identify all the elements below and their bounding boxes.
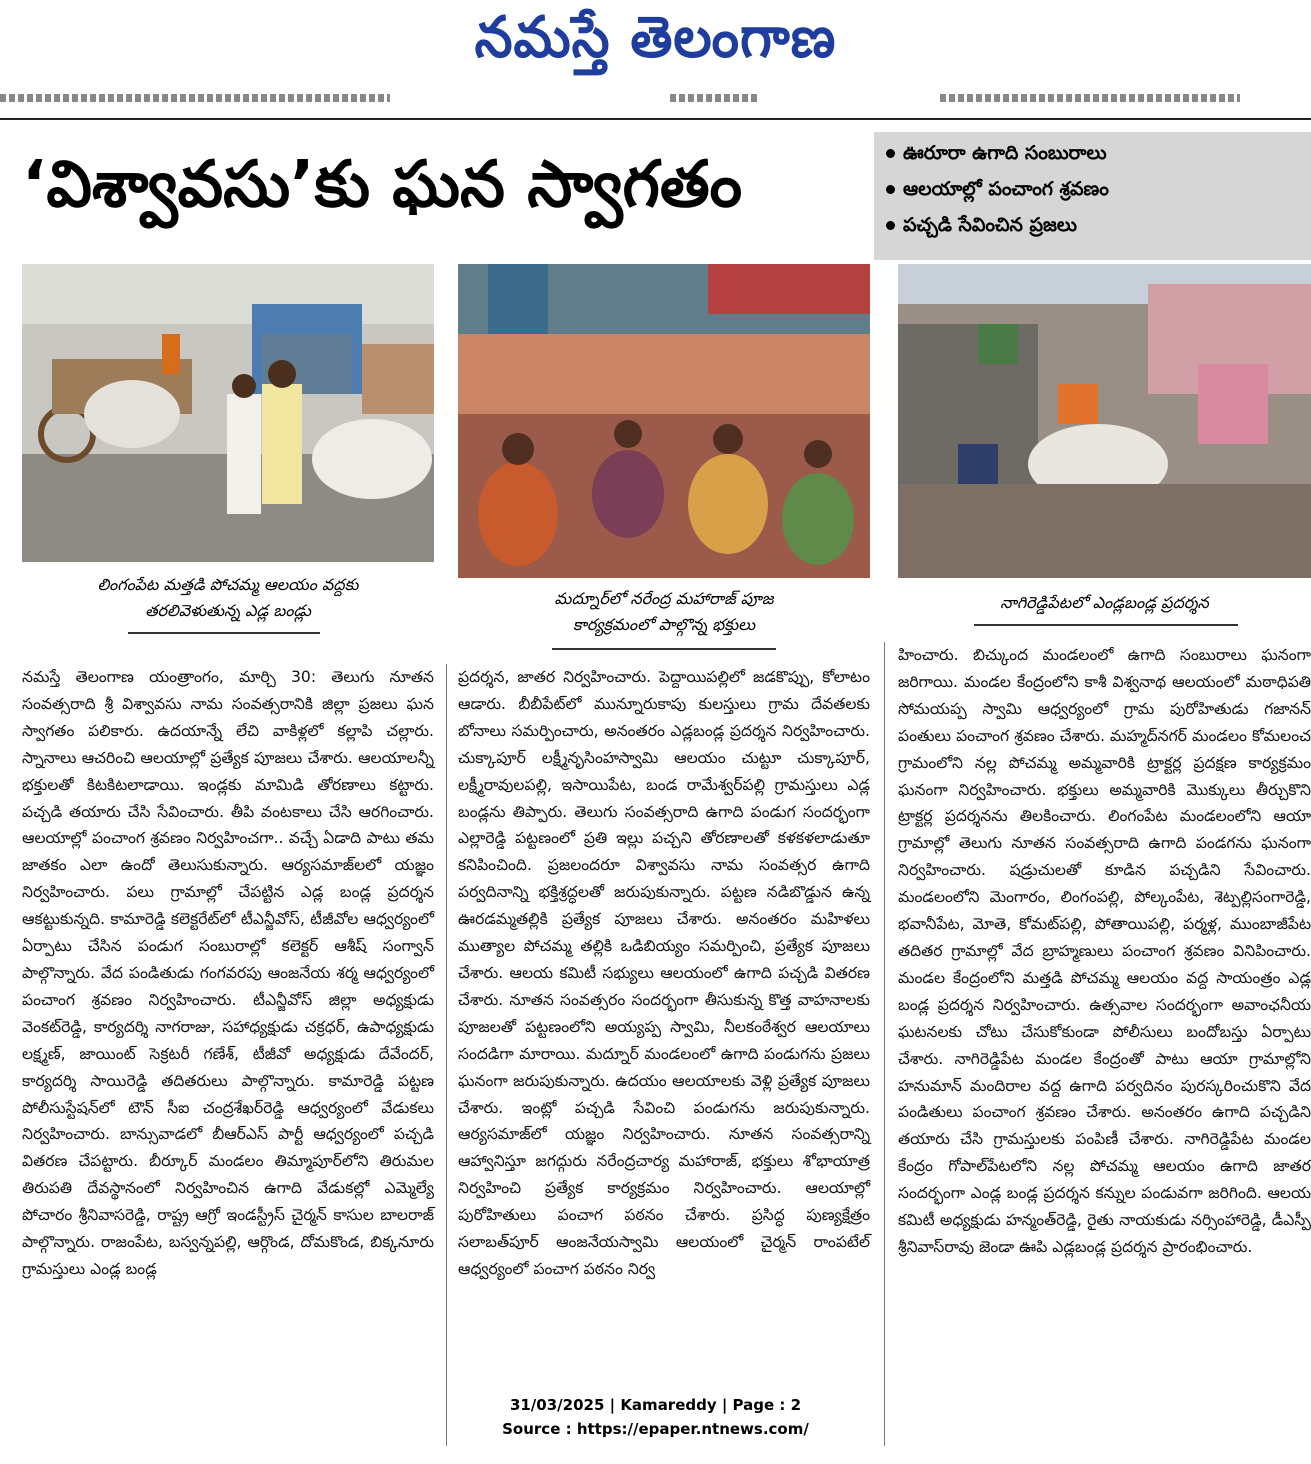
column-divider bbox=[884, 642, 885, 1446]
ticker-text-blur bbox=[670, 94, 760, 102]
article-column-1: నమస్తే తెలంగాణ యంత్రాంగం, మార్చి 30: తెలుగు నూతన సంవత్సరాది శ్రీ విశ్వావసు నామ సంవత్సరానికి జిల్లా ప్రజలు ఘన స్వాగతం పలికారు. ఉదయాన్నే లేచి వాకిళ్లలో కల్లాపి చల్లారు. స్నానాలు ఆచరించి ఆలయాల్లో ప్రత్యేక పూజలు చేశారు. ఆలయాలన్నీ భక్తులతో కిటకిటలాడాయి. ఇండ్లకు మామిడి తోరణాలు కట్టారు. పచ్చడి తయారు చేసి సేవించారు. తీపి వంటకాలు చేసి ఆరగించారు. ఆలయాల్లో పంచాంగ శ్రవణం నిర్వహించగా.. వచ్చే ఏడాది పాటు తమ జాతకం ఎలా ఉందో తెలుసుకున్నారు. ఆర్యసమాజ్‌లలో యజ్ఞం నిర్వహించారు. పలు గ్రామాల్లో చేపట్టిన ఎడ్ల బండ్ల ప్రదర్శన ఆకట్టుకున్నది. కామారెడ్డి కలెక్టరేట్‌లో టీఎన్జీవోస్, టీజీవోల ఆధ్వర్యంలో ఏర్పాటు చేసిన పండుగ సంబురాల్లో కలెక్టర్ ఆశీష్ సంగ్వాన్ పాల్గొన్నారు. వేద పండితుడు గంగవరపు ఆంజనేయ శర్మ ఆధ్వర్యంలో పంచాంగ శ్రవణం నిర్వహించారు. టీఎన్జీవోస్ జిల్లా అధ్యక్షుడు వెంకట్‌రెడ్డి, కార్యదర్శి నాగరాజు, సహాధ్యక్షుడు చక్రధర్, ఉపాధ్యక్షుడు లక్ష్మణ్, జాయింట్ సెక్రటరీ గణేశ్, టీజీవో అధ్యక్షుడు దేవేందర్, కార్యదర్శి సాయిరెడ్డి తదితరులు పాల్గొన్నారు. కామారెడ్డి పట్టణ పోలీసుస్టేషన్‌లో టౌన్ సీఐ చంద్రశేఖర్‌రెడ్డి ఆధ్వర్యంలో వేడుకలు నిర్వహించారు. బాన్సువాడలో బీఆర్‌ఎస్ పార్టీ ఆధ్వర్యంలో పచ్చడి వితరణ చేపట్టారు. బీర్కూర్ మండలం తిమ్మాపూర్‌లోని తిరుమల తిరుపతి దేవస్థానంలో నిర్వహించిన ఉగాది వేడుకల్లో ఎమ్మెల్యే పోచారం శ్రీనివాసరెడ్డి, రాష్ట్ర ఆగ్రో ఇండస్ట్రీస్ చైర్మన్ కాసుల బాలరాజ్ పాల్గొన్నారు. రాజంపేట, బస్వన్నపల్లి, ఆర్గొండ, దోమకొండ, బిక్కనూరు గ్రామస్తులు ఎండ్ల బండ్ల bbox=[22, 668, 434, 1278]
masthead bbox=[0, 0, 1311, 80]
ticker-text-blur bbox=[0, 94, 390, 102]
ticker-strip bbox=[0, 84, 1311, 120]
caption-divider bbox=[128, 632, 320, 634]
photo-caption: నాగిరెడ్డిపేటలో ఎండ్లబండ్ల ప్రదర్శన bbox=[1000, 593, 1209, 612]
crowd-photo bbox=[458, 264, 870, 578]
newspaper-title: నమస్తే తెలంగాణ bbox=[474, 4, 837, 71]
photo-caption: మద్నూర్‌లో నరేంద్ర మహారాజ్ పూజ కార్యక్రమంలో పాల్గొన్న భక్తులు bbox=[554, 589, 774, 634]
ticker-text-blur bbox=[940, 94, 1240, 102]
caption-divider bbox=[974, 624, 1238, 626]
bullet-icon bbox=[886, 149, 895, 158]
bullet-icon bbox=[886, 185, 895, 194]
highlight-item: పచ్చడి సేవించిన ప్రజలు bbox=[886, 214, 1077, 241]
footer-date-line: 31/03/2025 | Kamareddy | Page : 2 bbox=[509, 1396, 802, 1414]
highlight-item: ఆలయాల్లో పంచాంగ శ్రవణం bbox=[886, 178, 1109, 205]
highlights-box bbox=[874, 132, 1311, 260]
caption-divider bbox=[552, 648, 776, 650]
photo-caption: లింగంపేట మత్తడి పోచమ్మ ఆలయం వద్దకు తరలివెళుతున్న ఎడ్ల బండ్లు bbox=[97, 575, 359, 620]
bullet-icon bbox=[886, 221, 895, 230]
footer-source-link[interactable]: Source : https://epaper.ntnews.com/ bbox=[502, 1420, 809, 1438]
highlight-item: ఊరూరా ఉగాది సంబురాలు bbox=[886, 142, 1107, 169]
headline: ‘విశ్వావసు’కు ఘన స్వాగతం bbox=[22, 148, 743, 222]
column-divider bbox=[446, 664, 447, 1446]
article-column-3: హించారు. బిచ్కుంద మండలంలో ఉగాది సంబురాలు ఘనంగా జరిగాయి. మండల కేంద్రంలోని కాశీ విశ్వనాథ ఆలయంలో మఠాధిపతి సోమయప్ప స్వామి ఆధ్వర్యంలో గ్రామ పురోహితుడు గజానన్ పంతులు పంచాంగ శ్రవణం చేశారు. మహ్మద్‌నగర్ మండలం కోమలంచ గ్రామంలోని నల్ల పోచమ్మ అమ్మవారికి ట్రాక్టర్ల ప్రదక్షణ కార్యక్రమం ఘనంగా నిర్వహించారు. భక్తులు అమ్మవారికి మొక్కులు తీర్చుకొని ట్రాక్టర్ల ప్రదర్శనను తిలకించారు. లింగంపేట మండలంలోని ఆయా గ్రామాల్లో తెలుగు నూతన సంవత్సరాది ఉగాది పండగను ఘనంగా నిర్వహించారు. షడ్రుచులతో కూడిన పచ్చడిని సేవించారు. మండలంలోని మెంగారం, లింగంపల్లి, పోల్కంపేట, శెట్పల్లిసంగారెడ్డి, భవానీపేట, మోతె, కోమట్‌పల్లి, పోతాయిపల్లి, పర్మళ్ల, ముంబాజీపేట తదితర గ్రామాల్లో వేద బ్రాహ్మణులు పంచాంగ శ్రవణం వినిపించారు. మండల కేంద్రంలోని మత్తడి పోచమ్మ ఆలయం వద్ద సాయంత్రం ఎడ్ల బండ్ల ప్రదర్శన నిర్వహించారు. ఉత్సవాల సందర్భంగా అవాంఛనీయ ఘటనలకు చోటు చేసుకోకుండా పోలీసులు బందోబస్తు ఏర్పాటు చేశారు. నాగిరెడ్డిపేట మండల కేంద్రంతో పాటు ఆయా గ్రామాల్లోని హనుమాన్ మందిరాల వద్ద ఉగాది పర్వదినం పురస్కరించుకొని వేద పండితులు పంచాంగ శ్రవణం చేశారు. అనంతరం ఉగాది పచ్చడిని తయారు చేసి గ్రామస్తులకు పంపిణీ చేశారు. నాగిరెడ్డిపేట మండల కేంద్రం గోపాల్‌పేటలోని నల్ల పోచమ్మ ఆలయం ఉగాది జాతర సందర్భంగా ఎండ్ల బండ్ల ప్రదర్శన కన్నుల పండువగా జరిగింది. ఆలయ కమిటీ అధ్యక్షుడు హన్మంత్‌రెడ్డి, రైతు నాయకుడు నర్సింహారెడ్డి, డీఎస్పీ శ్రీనివాస్‌రావు జెండా ఊపి ఎడ్లబండ్ల ప్రదర్శన ప్రారంభించారు. bbox=[898, 646, 1311, 1256]
procession-photo bbox=[898, 264, 1311, 578]
article-column-2: ప్రదర్శన, జాతర నిర్వహించారు. పెద్దాయిపల్లిలో జడకొప్పు, కోలాటం ఆడారు. బీబీపేట్‌లో మున్నూరుకాపు కులస్తులు గ్రామ దేవతలకు బోనాలు సమర్పించారు, అనంతరం ఎడ్లబండ్ల ప్రదర్శన నిర్వహించారు. చుక్కాపూర్ లక్ష్మీనృసింహస్వామి ఆలయం చుట్టూ చుక్కాపూర్, లక్ష్మీరావులపల్లి, ఇసాయిపేట, బండ రామేశ్వర్‌పల్లి గ్రామస్తులు ఎడ్ల బండ్లను తిప్పారు. తెలుగు సంవత్సరాది ఉగాది పండుగ సందర్భంగా ఎల్లారెడ్డి పట్టణంలో ప్రతి ఇల్లు పచ్చని తోరణాలతో కళకళలాడుతూ కనిపించింది. ప్రజలందరూ విశ్వావసు నామ సంవత్సర ఉగాది పర్వదినాన్ని భక్తిశ్రద్ధలతో జరుపుకున్నారు. పట్టణ నడిబొడ్డున ఉన్న ఊరడమ్మతల్లికి ప్రత్యేక పూజలు చేశారు. అనంతరం మహిళలు ముత్యాల పోచమ్మ తల్లికి ఒడిబియ్యం సమర్పించి, ప్రత్యేక పూజలు చేశారు. ఆలయ కమిటీ సభ్యులు ఆలయంలో ఉగాది పచ్చడి వితరణ చేశారు. నూతన సంవత్సరం సందర్భంగా తీసుకున్న కొత్త వాహనాలకు పూజలతో పట్టణంలోని అయ్యప్ప స్వామి, నీలకంఠేశ్వర ఆలయాలు సందడిగా మారాయి. మద్నూర్ మండలంలో ఉగాది పండుగను ప్రజలు ఘనంగా జరుపుకున్నారు. ఉదయం ఆలయాలకు వెళ్లి ప్రత్యేక పూజలు చేశారు. ఇంట్లో పచ్చడి సేవించి పండుగను జరుపుకున్నారు. ఆర్యసమాజ్‌లో యజ్ఞం నిర్వహించారు. నూతన సంవత్సరాన్ని ఆహ్వానిస్తూ జగద్గురు నరేంద్రచార్య మహారాజ్, భక్తులు శోభాయాత్ర నిర్వహించి ప్రత్యేక కార్యక్రమం నిర్వహించారు. ఆలయాల్లో పురోహితులు పంచాగ పఠనం చేశారు. ప్రసిద్ధ పుణ్యక్షేత్రం సలాబత్‌పూర్ ఆంజనేయస్వామి ఆలయంలో చైర్మన్ రాంపటేల్ ఆధ్వర్యంలో పంచాగ పఠనం నిర్వ bbox=[458, 668, 870, 1278]
bullock-cart-photo bbox=[22, 264, 434, 562]
